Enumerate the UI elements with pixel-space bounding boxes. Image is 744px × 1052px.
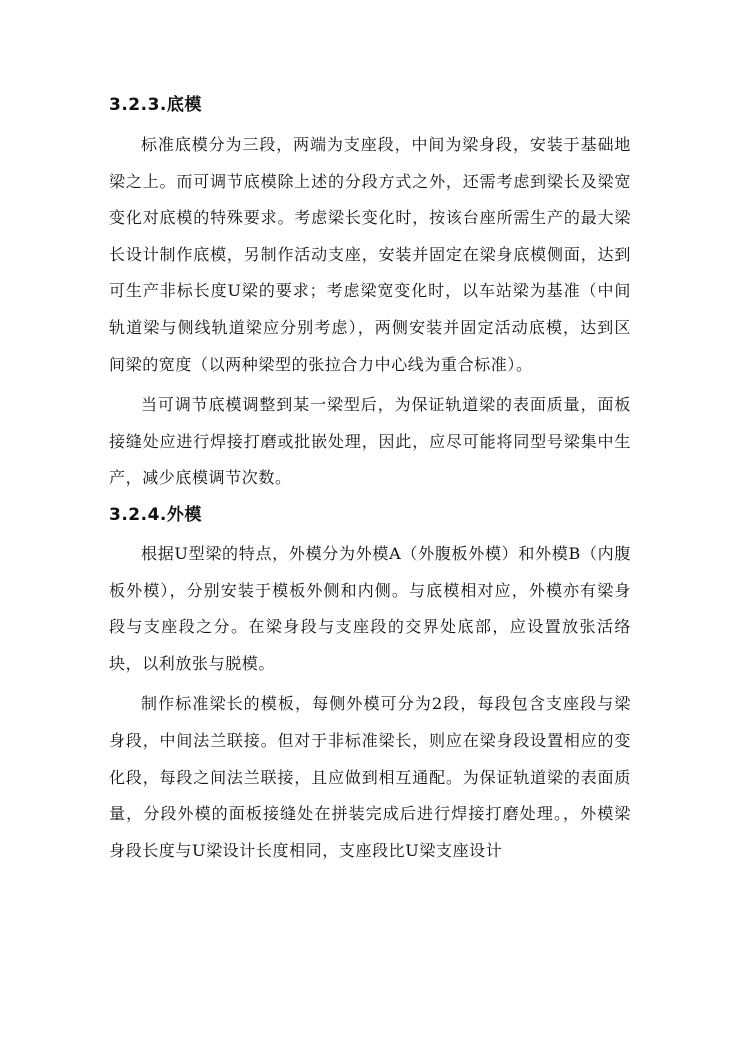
document-body — [109, 93, 631, 869]
section-heading-bottom-mold: 3.2.3.底模 — [109, 95, 202, 115]
paragraph-bottom-mold-1: 标准底模分为三段，两端为支座段，中间为梁身段，安装于基础地梁之上。而可调节底模除上述的分段方式之外，还需考虑到梁长及梁宽变化对底模的特殊要求。考虑梁长变化时，按该台座所需生产的最大梁长设计制作底模，另制作活动支座，安装并固定在梁身底模侧面，达到可生产非标长度U梁的要求；考虑梁宽变化时，以车站梁为基准（中间轨道梁与侧线轨道梁应分别考虑），两侧安装并固定活动底模，达到区间梁的宽度（以两种梁型的张拉合力中心线为重合标准）。 — [109, 135, 631, 374]
paragraph-outer-mold-1: 根据U型梁的特点，外模分为外模A（外腹板外模）和外模B（内腹板外模），分别安装于模板外侧和内侧。与底模相对应，外模亦有梁身段与支座段之分。在梁身段与支座段的交界处底部，应设置放张活络块，以利放张与脱模。 — [109, 543, 631, 673]
paragraph-outer-mold-2: 制作标准梁长的模板，每侧外模可分为2段，每段包含支座段与梁身段，中间法兰联接。但对于非标准梁长，则应在梁身段设置相应的变化段，每段之间法兰联接，且应做到相互通配。为保证轨道梁的表面质量，分段外模的面板接缝处在拼装完成后进行焊接打磨处理。，外模梁身段长度与U梁设计长度相同，支座段比U梁支座设计 — [109, 694, 631, 860]
section-heading-outer-mold: 3.2.4.外模 — [109, 504, 202, 525]
paragraph-bottom-mold-2: 当可调节底模调整到某一梁型后，为保证轨道梁的表面质量，面板接缝处应进行焊接打磨或批嵌处理，因此，应尽可能将同型号梁集中生产，减少底模调节次数。 — [109, 395, 631, 488]
